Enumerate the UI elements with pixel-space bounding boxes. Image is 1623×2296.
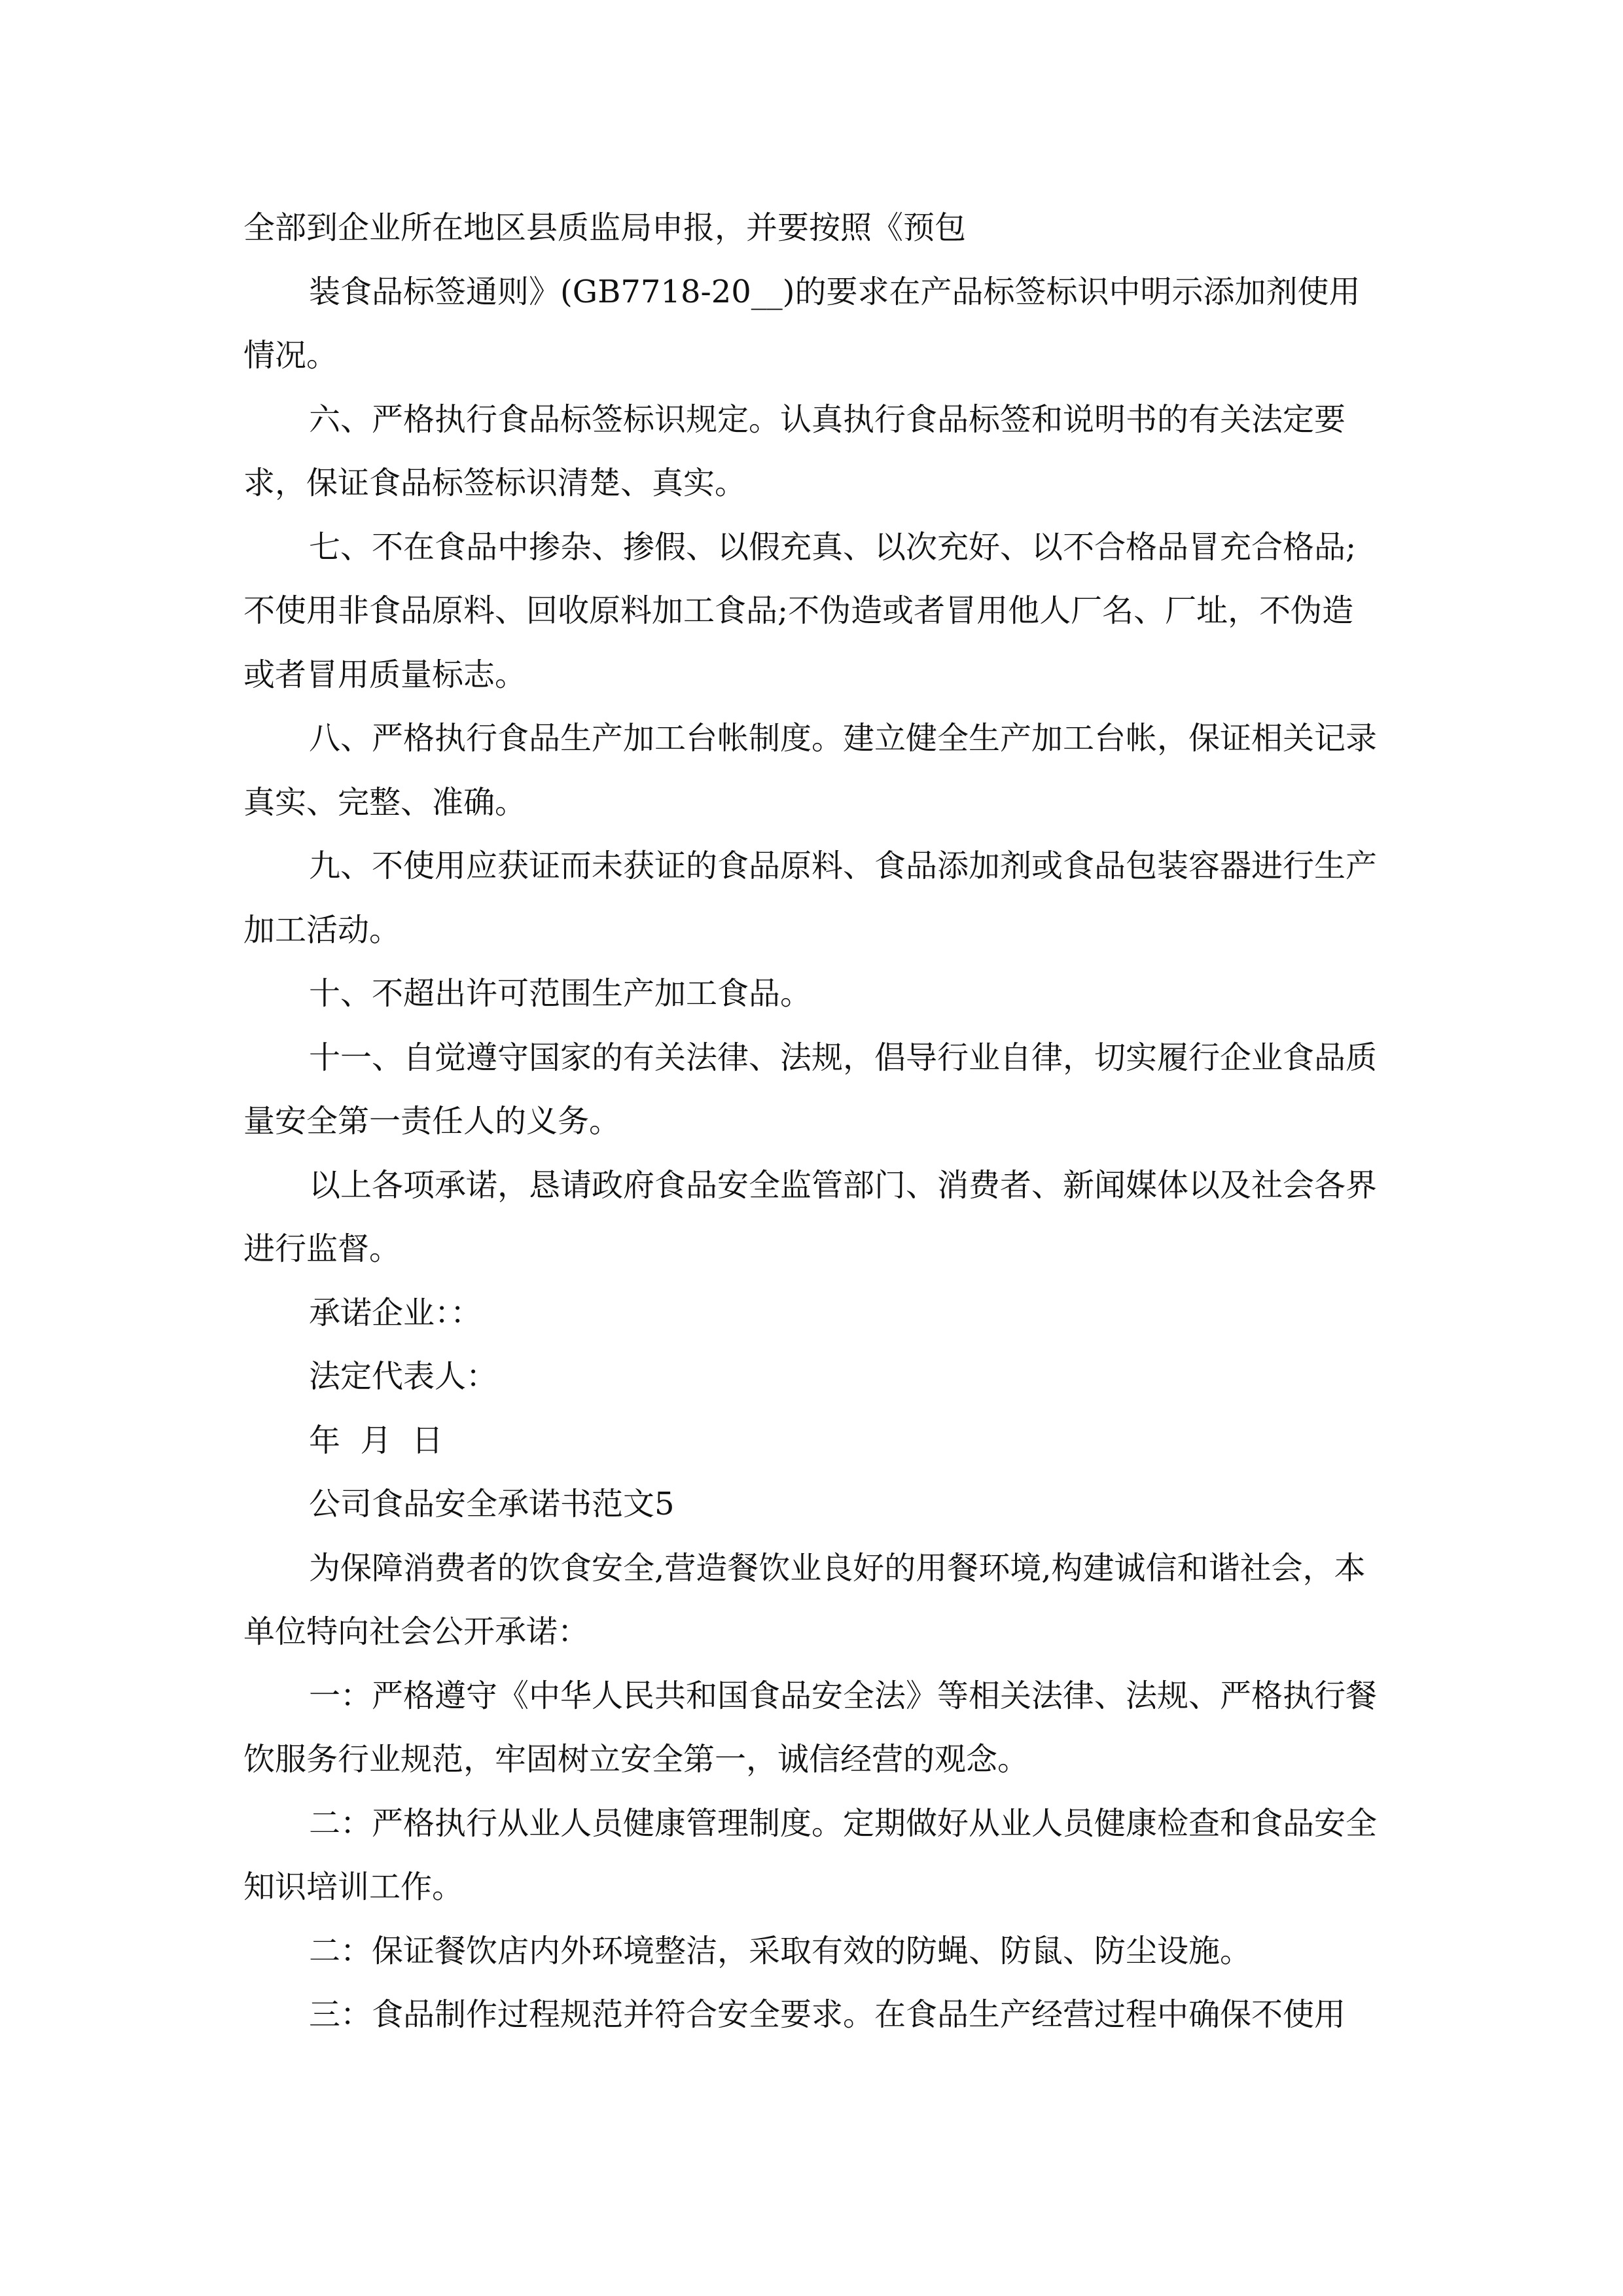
paragraph-item-8: 八、严格执行食品生产加工台帐制度。建立健全生产加工台帐，保证相关记录真实、完整、准确。 bbox=[243, 720, 1378, 821]
paragraph-continuation: 全部到企业所在地区县质监局申报，并要按照《预包 bbox=[243, 209, 967, 246]
paragraph-item-9: 九、不使用应获证而未获证的食品原料、食品添加剂或食品包装容器进行生产加工活动。 bbox=[243, 848, 1378, 948]
signature-legal-rep: 法定代表人： bbox=[309, 1358, 498, 1395]
paragraph-label-standard: 装食品标签通则》(GB7718-20__)的要求在产品标签标识中明示添加剂使用情况。 bbox=[243, 273, 1361, 374]
paragraph-commitment-3: 三：食品制作过程规范并符合安全要求。在食品生产经营过程中确保不使用 bbox=[309, 1996, 1346, 2033]
paragraph-commitment-2b: 二：保证餐饮店内外环境整洁，采取有效的防蝇、防鼠、防尘设施。 bbox=[309, 1932, 1252, 1969]
section-title: 公司食品安全承诺书范文5 bbox=[309, 1486, 675, 1522]
paragraph-item-6: 六、严格执行食品标签标识规定。认真执行食品标签和说明书的有关法定要求，保证食品标签标识清楚、真实。 bbox=[243, 401, 1346, 501]
paragraph-commitment-1: 一：严格遵守《中华人民共和国食品安全法》等相关法律、法规、严格执行餐饮服务行业规范，牢固树立安全第一，诚信经营的观念。 bbox=[243, 1677, 1378, 1778]
paragraph-item-7: 七、不在食品中掺杂、掺假、以假充真、以次充好、以不合格品冒充合格品;不使用非食品原料、回收原料加工食品;不伪造或者冒用他人厂名、厂址，不伪造或者冒用质量标志。 bbox=[243, 528, 1357, 693]
paragraph-intro: 为保障消费者的饮食安全,营造餐饮业良好的用餐环境,构建诚信和谐社会，本单位特向社会公开承诺： bbox=[243, 1549, 1366, 1650]
signature-company: 承诺企业：： bbox=[309, 1294, 482, 1331]
paragraph-item-10: 十、不超出许可范围生产加工食品。 bbox=[309, 975, 812, 1012]
document-body bbox=[243, 196, 1382, 2047]
paragraph-item-11: 十一、自觉遵守国家的有关法律、法规，倡导行业自律，切实履行企业食品质量安全第一责任人的义务。 bbox=[243, 1039, 1378, 1139]
paragraph-commitment-2: 二：严格执行从业人员健康管理制度。定期做好从业人员健康检查和食品安全知识培训工作。 bbox=[243, 1804, 1378, 1905]
signature-date: 年 月 日 bbox=[309, 1422, 444, 1459]
paragraph-supervision: 以上各项承诺，恳请政府食品安全监管部门、消费者、新闻媒体以及社会各界进行监督。 bbox=[243, 1166, 1378, 1267]
